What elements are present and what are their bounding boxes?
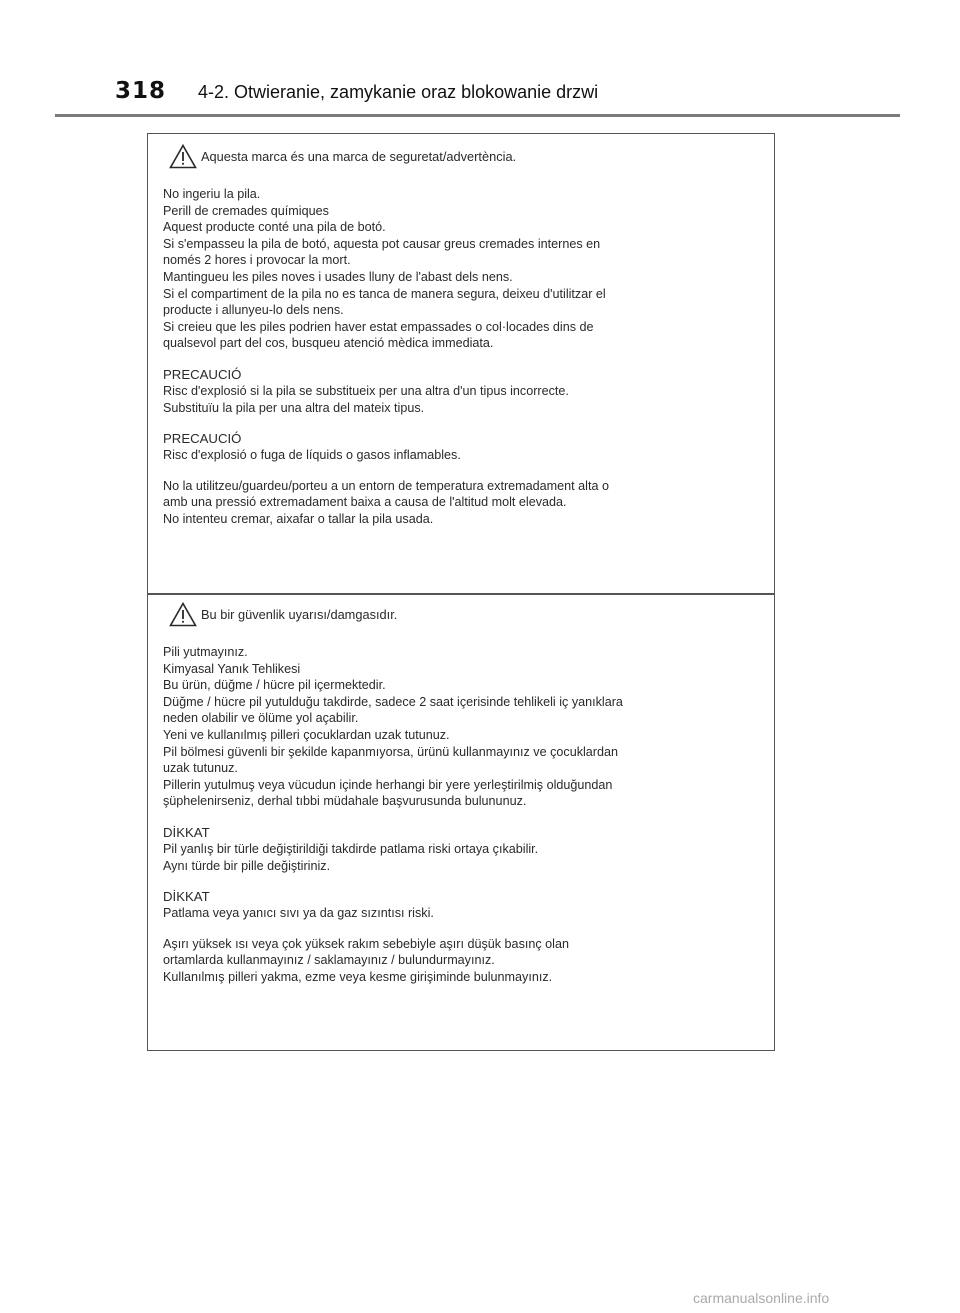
page-number: 318 — [115, 78, 167, 104]
warning-mark-row — [163, 602, 763, 630]
caution-block — [163, 366, 763, 416]
text-line: Aynı türde bir pille değiştiriniz. — [163, 858, 331, 873]
text-line: Pil bölmesi güvenli bir şekilde kapanmıyorsa, ürünü kullanmayınız ve çocuklardan — [163, 744, 618, 759]
caution-block — [163, 824, 763, 874]
warning-block — [163, 644, 763, 810]
warning-mark-text: Bu bir güvenlik uyarısı/damgasıdır. — [201, 607, 398, 622]
caution-heading: DİKKAT — [163, 824, 210, 840]
text-line: Aquest producte conté una pila de botó. — [163, 220, 386, 235]
text-line: producte i allunyeu-lo dels nens. — [163, 303, 344, 318]
text-line: Yeni ve kullanılmış pilleri çocuklardan uzak tutunuz. — [163, 727, 450, 742]
text-line: Patlama veya yanıcı sıvı ya da gaz sızıntısı riski. — [163, 906, 434, 921]
text-line: No la utilitzeu/guardeu/porteu a un entorn de temperatura extremadament alta o — [163, 478, 609, 493]
page-header — [55, 78, 900, 114]
caution-heading: DİKKAT — [163, 889, 210, 905]
header-rule — [55, 114, 900, 117]
text-line: Düğme / hücre pil yutulduğu takdirde, sadece 2 saat içerisinde tehlikeli iç yanıklara — [163, 694, 623, 709]
text-line: Kimyasal Yanık Tehlikesi — [163, 661, 301, 676]
site-watermark: carmanualsonline.info — [693, 1290, 830, 1306]
environment-block — [163, 936, 763, 986]
text-line: şüphelenirseniz, derhal tıbbi müdahale başvurusunda bulununuz. — [163, 794, 527, 809]
text-line: Substituïu la pila per una altra del mateix tipus. — [163, 400, 425, 415]
caution-heading: PRECAUCIÓ — [163, 366, 242, 382]
text-line: Pillerin yutulmuş veya vücudun içinde herhangi bir yere yerleştirilmiş olduğundan — [163, 777, 613, 792]
text-line: Si el compartiment de la pila no es tanca de manera segura, deixeu d'utilitzar el — [163, 286, 606, 301]
warning-mark-row — [163, 144, 763, 172]
text-line: Pil yanlış bir türle değiştirildiği takdirde patlama riski ortaya çıkabilir. — [163, 841, 539, 856]
section-title: 4-2. Otwieranie, zamykanie oraz blokowanie drzwi — [198, 82, 599, 102]
text-line: qualsevol part del cos, busqueu atenció mèdica immediata. — [163, 336, 494, 351]
text-line: Mantingueu les piles noves i usades lluny de l'abast dels nens. — [163, 269, 513, 284]
text-line: Aşırı yüksek ısı veya çok yüksek rakım sebebiyle aşırı düşük basınç olan — [163, 936, 569, 951]
turkish-section — [163, 602, 763, 986]
text-line: No ingeriu la pila. — [163, 187, 261, 201]
environment-block — [163, 478, 763, 528]
text-line: només 2 hores i provocar la mort. — [163, 253, 351, 268]
catalan-section — [163, 144, 763, 528]
text-line: Bu ürün, düğme / hücre pil içermektedir. — [163, 678, 386, 693]
warning-triangle-icon — [169, 144, 197, 169]
text-line: Si creieu que les piles podrien haver estat empassades o col·locades dins de — [163, 319, 594, 334]
text-line: Risc d'explosió o fuga de líquids o gasos inflamables. — [163, 448, 461, 463]
warning-mark-text: Aquesta marca és una marca de seguretat/advertència. — [201, 149, 517, 164]
battery-warning-label — [147, 133, 775, 1051]
text-line: Risc d'explosió si la pila se substitueix per una altra d'un tipus incorrecte. — [163, 383, 569, 398]
caution-block — [163, 430, 763, 464]
caution-heading: PRECAUCIÓ — [163, 431, 242, 447]
text-line: uzak tutunuz. — [163, 761, 238, 776]
section-divider — [148, 593, 774, 595]
warning-block — [163, 186, 763, 352]
text-line: Pili yutmayınız. — [163, 645, 248, 659]
text-line: Perill de cremades químiques — [163, 203, 329, 218]
text-line: amb una pressió extremadament baixa a causa de l'altitud molt elevada. — [163, 495, 567, 510]
text-line: Si s'empasseu la pila de botó, aquesta pot causar greus cremades internes en — [163, 236, 601, 251]
text-line: No intenteu cremar, aixafar o tallar la pila usada. — [163, 511, 434, 526]
caution-block — [163, 888, 763, 922]
text-line: Kullanılmış pilleri yakma, ezme veya kesme girişiminde bulunmayınız. — [163, 969, 553, 984]
warning-triangle-icon — [169, 602, 197, 627]
text-line: ortamlarda kullanmayınız / saklamayınız / bulundurmayınız. — [163, 953, 495, 968]
text-line: neden olabilir ve ölüme yol açabilir. — [163, 711, 359, 726]
